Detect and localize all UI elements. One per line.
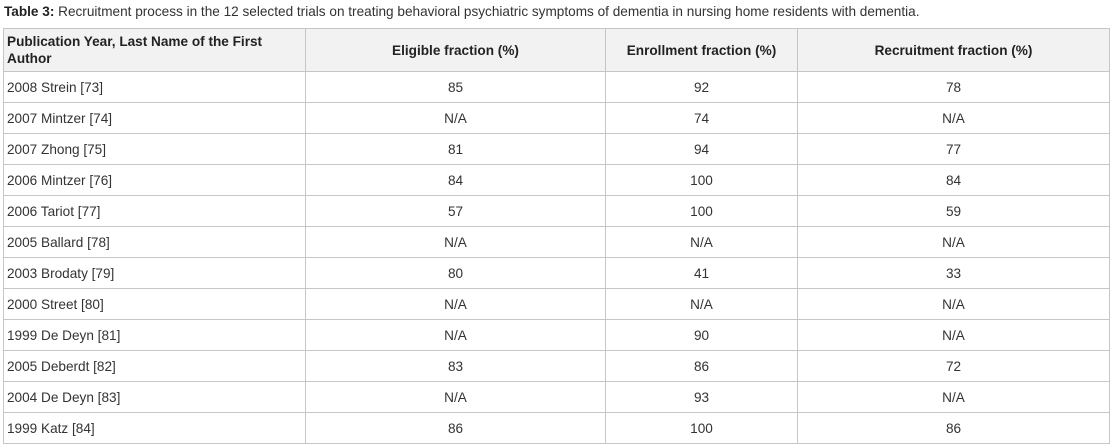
cell-author: 2006 Mintzer [76]: [4, 165, 306, 196]
header-recruitment: Recruitment fraction (%): [798, 29, 1110, 72]
table-row: [4, 72, 1110, 103]
cell-eligible: N/A: [306, 320, 606, 351]
cell-author: 2006 Tariot [77]: [4, 196, 306, 227]
cell-enrollment: N/A: [606, 227, 798, 258]
cell-recruitment: N/A: [798, 227, 1110, 258]
cell-author: 2004 De Deyn [83]: [4, 382, 306, 413]
cell-recruitment: 86: [798, 413, 1110, 444]
header-eligible: Eligible fraction (%): [306, 29, 606, 72]
cell-eligible: 85: [306, 72, 606, 103]
cell-eligible: 57: [306, 196, 606, 227]
cell-recruitment: 59: [798, 196, 1110, 227]
cell-eligible: N/A: [306, 227, 606, 258]
recruitment-table: [3, 28, 1110, 444]
cell-recruitment: N/A: [798, 289, 1110, 320]
cell-recruitment: 72: [798, 351, 1110, 382]
table-row: [4, 134, 1110, 165]
cell-enrollment: 92: [606, 72, 798, 103]
cell-eligible: 81: [306, 134, 606, 165]
table-row: [4, 103, 1110, 134]
table-caption: [4, 3, 1108, 21]
table-row: [4, 165, 1110, 196]
cell-recruitment: N/A: [798, 320, 1110, 351]
cell-enrollment: N/A: [606, 289, 798, 320]
cell-author: 2000 Street [80]: [4, 289, 306, 320]
cell-author: 2008 Strein [73]: [4, 72, 306, 103]
cell-eligible: 80: [306, 258, 606, 289]
cell-eligible: N/A: [306, 103, 606, 134]
cell-enrollment: 100: [606, 165, 798, 196]
cell-eligible: N/A: [306, 289, 606, 320]
table-row: [4, 351, 1110, 382]
cell-enrollment: 100: [606, 196, 798, 227]
cell-recruitment: 84: [798, 165, 1110, 196]
caption-text: Recruitment process in the 12 selected trials on treating behavioral psychiatric symptoms of dementia in nursing home residents with dementia.: [54, 4, 920, 19]
caption-label: Table 3:: [4, 4, 55, 19]
cell-enrollment: 93: [606, 382, 798, 413]
cell-eligible: 83: [306, 351, 606, 382]
table-row: [4, 289, 1110, 320]
table-row: [4, 258, 1110, 289]
cell-recruitment: 33: [798, 258, 1110, 289]
header-row: [4, 29, 1110, 72]
table-header: [4, 29, 1110, 72]
cell-author: 1999 Katz [84]: [4, 413, 306, 444]
header-enrollment: Enrollment fraction (%): [606, 29, 798, 72]
cell-recruitment: 77: [798, 134, 1110, 165]
cell-eligible: 86: [306, 413, 606, 444]
cell-enrollment: 86: [606, 351, 798, 382]
cell-enrollment: 74: [606, 103, 798, 134]
cell-eligible: 84: [306, 165, 606, 196]
cell-recruitment: N/A: [798, 382, 1110, 413]
cell-author: 2007 Mintzer [74]: [4, 103, 306, 134]
table-row: [4, 227, 1110, 258]
cell-enrollment: 100: [606, 413, 798, 444]
table-row: [4, 320, 1110, 351]
cell-author: 2005 Deberdt [82]: [4, 351, 306, 382]
cell-recruitment: N/A: [798, 103, 1110, 134]
cell-eligible: N/A: [306, 382, 606, 413]
table-row: [4, 382, 1110, 413]
table-row: [4, 196, 1110, 227]
cell-enrollment: 94: [606, 134, 798, 165]
table-body: [4, 72, 1110, 444]
cell-enrollment: 41: [606, 258, 798, 289]
cell-enrollment: 90: [606, 320, 798, 351]
cell-author: 2005 Ballard [78]: [4, 227, 306, 258]
cell-author: 2007 Zhong [75]: [4, 134, 306, 165]
cell-author: 2003 Brodaty [79]: [4, 258, 306, 289]
table-row: [4, 413, 1110, 444]
cell-recruitment: 78: [798, 72, 1110, 103]
cell-author: 1999 De Deyn [81]: [4, 320, 306, 351]
header-author: Publication Year, Last Name of the First Author: [4, 29, 306, 72]
